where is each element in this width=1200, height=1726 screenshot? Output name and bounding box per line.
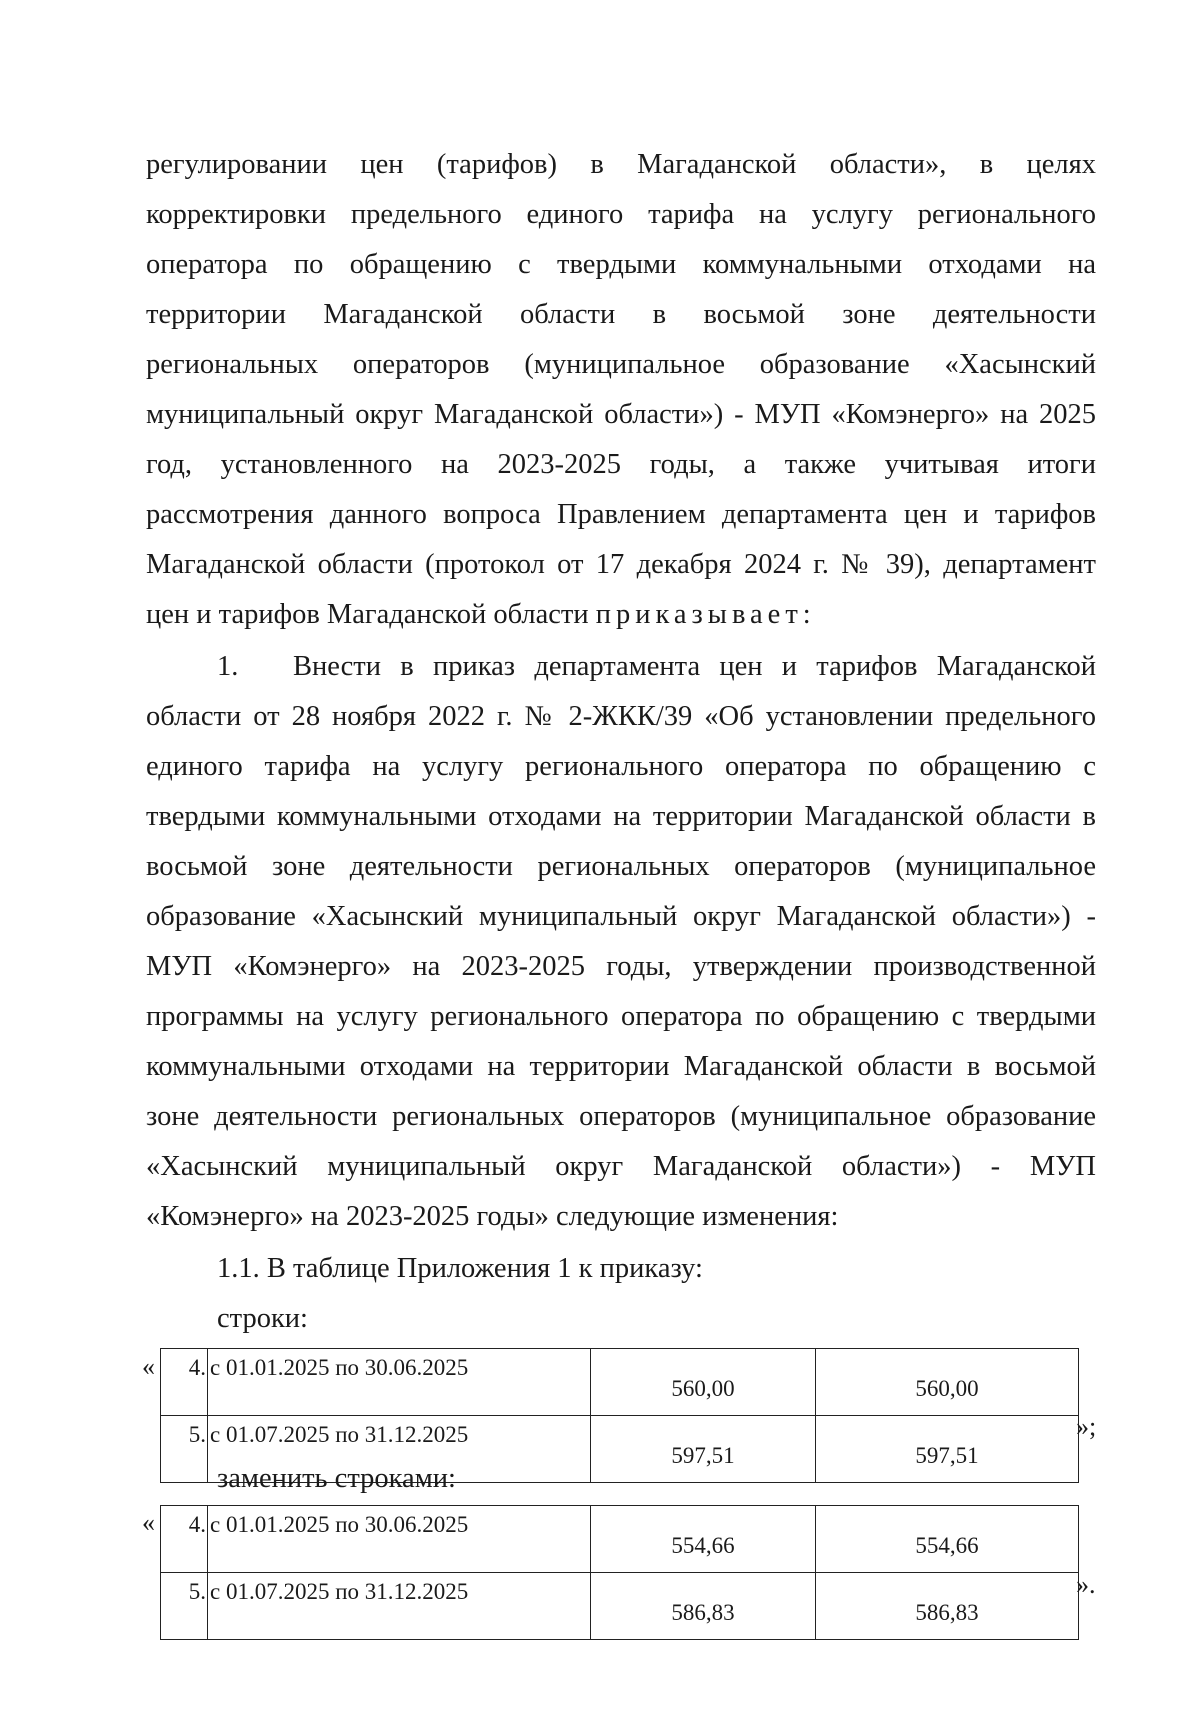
intro-last-line [146, 598, 1096, 632]
paragraph-1-line: программы на услугу регионального оператора по обращению с твердыми [146, 1001, 1096, 1032]
row-value-2: 560,00 [816, 1349, 1079, 1416]
quote-open: « [142, 1352, 155, 1381]
row-value-2: 597,51 [816, 1416, 1079, 1483]
row-value-1: 586,83 [591, 1573, 816, 1640]
intro-line: Магаданской области (протокол от 17 декабря 2024 г. № 39), департамент [146, 549, 1096, 580]
paragraph-1-line: единого тарифа на услугу регионального оператора по обращению с [146, 751, 1096, 782]
row-value-1: 560,00 [591, 1349, 816, 1416]
intro-line: корректировки предельного единого тарифа на услугу регионального [146, 199, 1096, 230]
label-rows: строки: [217, 1303, 308, 1334]
paragraph-1-first-line [217, 650, 1096, 684]
intro-line: муниципальный округ Магаданской области») - МУП «Комэнерго» на 2025 [146, 399, 1096, 430]
row-period: с 01.07.2025 по 31.12.2025 [208, 1573, 591, 1640]
paragraph-1-line: коммунальными отходами на территории Магаданской области в восьмой [146, 1051, 1096, 1082]
intro-line: рассмотрения данного вопроса Правлением департамента цен и тарифов [146, 499, 1096, 530]
intro-last-line-prefix: цен и тарифов Магаданской области [146, 599, 589, 630]
table-row [161, 1506, 1079, 1573]
intro-line: регулировании цен (тарифов) в Магаданской области», в целях [146, 149, 1096, 180]
paragraph-1-last-line: «Комэнерго» на 2023-2025 годы» следующие изменения: [146, 1201, 839, 1232]
row-number: 5. [161, 1416, 208, 1483]
row-value-1: 554,66 [591, 1506, 816, 1573]
row-period: с 01.01.2025 по 30.06.2025 [208, 1506, 591, 1573]
row-period: с 01.01.2025 по 30.06.2025 [208, 1349, 591, 1416]
table-row [161, 1349, 1079, 1416]
row-value-1: 597,51 [591, 1416, 816, 1483]
intro-line: территории Магаданской области в восьмой зоне деятельности [146, 299, 1096, 330]
row-value-2: 586,83 [816, 1573, 1079, 1640]
label-replace: заменить строками: [217, 1463, 456, 1494]
intro-line: региональных операторов (муниципальное образование «Хасынский [146, 349, 1096, 380]
row-number: 5. [161, 1573, 208, 1640]
new-rows-table [160, 1505, 1079, 1640]
paragraph-1-line: зоне деятельности региональных операторов (муниципальное образование [146, 1101, 1096, 1132]
row-number: 4. [161, 1349, 208, 1416]
paragraph-1-line: «Хасынский муниципальный округ Магаданской области») - МУП [146, 1151, 1096, 1182]
paragraph-1-line: МУП «Комэнерго» на 2023-2025 годы, утверждении производственной [146, 951, 1096, 982]
paragraph-1-line: области от 28 ноября 2022 г. № 2-ЖКК/39 «Об установлении предельного [146, 701, 1096, 732]
row-period: с 01.07.2025 по 31.12.2025 [208, 1416, 591, 1483]
paragraph-1-number: 1. [217, 651, 239, 682]
quote-open: « [142, 1508, 155, 1537]
table-row [161, 1573, 1079, 1640]
paragraph-1-line: образование «Хасынский муниципальный округ Магаданской области») - [146, 901, 1096, 932]
subitem-1-1: 1.1. В таблице Приложения 1 к приказу: [217, 1253, 703, 1284]
intro-line: год, установленного на 2023-2025 годы, а также учитывая итоги [146, 449, 1096, 480]
paragraph-1-line: восьмой зоне деятельности региональных операторов (муниципальное [146, 851, 1096, 882]
intro-line: оператора по обращению с твердыми коммунальными отходами на [146, 249, 1096, 280]
paragraph-1-first-text: Внести в приказ департамента цен и тарифов Магаданской [293, 651, 1096, 682]
paragraph-1-line: твердыми коммунальными отходами на территории Магаданской области в [146, 801, 1096, 832]
quote-close: »; [1076, 1412, 1097, 1441]
quote-close: ». [1076, 1570, 1096, 1599]
row-value-2: 554,66 [816, 1506, 1079, 1573]
row-number: 4. [161, 1506, 208, 1573]
order-word: приказывает: [595, 599, 816, 630]
